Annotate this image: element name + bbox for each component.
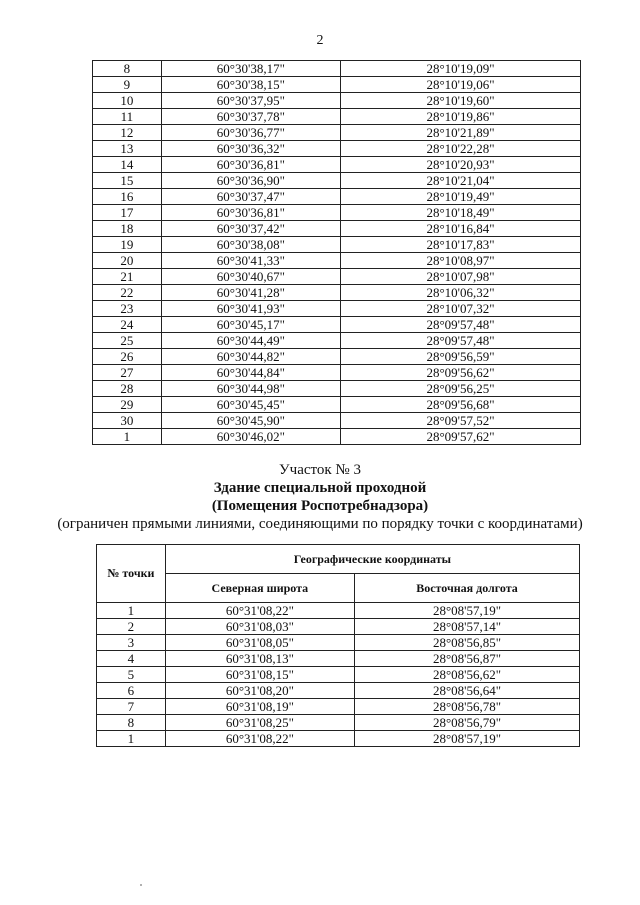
point-number-cell: 13 <box>93 141 162 157</box>
table-row <box>97 683 580 699</box>
longitude-cell: 28°10'17,83" <box>341 237 581 253</box>
latitude-cell: 60°31'08,22" <box>165 731 354 747</box>
longitude-cell: 28°08'57,19" <box>354 603 579 619</box>
longitude-cell: 28°10'07,98" <box>341 269 581 285</box>
point-number-cell: 16 <box>93 189 162 205</box>
latitude-cell: 60°31'08,13" <box>165 651 354 667</box>
point-number-cell: 6 <box>97 683 166 699</box>
latitude-cell: 60°30'46,02" <box>161 429 340 445</box>
point-number-cell: 14 <box>93 157 162 173</box>
longitude-cell: 28°09'57,62" <box>341 429 581 445</box>
longitude-cell: 28°08'56,87" <box>354 651 579 667</box>
longitude-cell: 28°10'21,89" <box>341 125 581 141</box>
plot-3-table-body <box>97 603 580 747</box>
latitude-cell: 60°30'37,42" <box>161 221 340 237</box>
latitude-cell: 60°31'08,05" <box>165 635 354 651</box>
table-row <box>93 413 581 429</box>
point-number-cell: 4 <box>97 651 166 667</box>
table-row <box>93 61 581 77</box>
latitude-cell: 60°31'08,15" <box>165 667 354 683</box>
latitude-cell: 60°30'45,90" <box>161 413 340 429</box>
latitude-cell: 60°30'38,15" <box>161 77 340 93</box>
boundary-note: (ограничен прямыми линиями, соединяющими по порядку точки с координатами) <box>57 516 583 532</box>
header-longitude: Восточная долгота <box>354 574 579 603</box>
longitude-cell: 28°09'56,62" <box>341 365 581 381</box>
longitude-cell: 28°08'56,79" <box>354 715 579 731</box>
latitude-cell: 60°30'38,17" <box>161 61 340 77</box>
point-number-cell: 15 <box>93 173 162 189</box>
point-number-cell: 29 <box>93 397 162 413</box>
table-row <box>97 731 580 747</box>
table-row <box>97 603 580 619</box>
latitude-cell: 60°31'08,20" <box>165 683 354 699</box>
point-number-cell: 30 <box>93 413 162 429</box>
latitude-cell: 60°30'41,33" <box>161 253 340 269</box>
point-number-cell: 3 <box>97 635 166 651</box>
longitude-cell: 28°10'08,97" <box>341 253 581 269</box>
latitude-cell: 60°30'37,47" <box>161 189 340 205</box>
point-number-cell: 22 <box>93 285 162 301</box>
latitude-cell: 60°31'08,22" <box>165 603 354 619</box>
longitude-cell: 28°10'19,86" <box>341 109 581 125</box>
table-row <box>93 253 581 269</box>
longitude-cell: 28°09'57,52" <box>341 413 581 429</box>
table-row <box>93 429 581 445</box>
office-title: (Помещения Роспотребнадзора) <box>211 498 429 514</box>
point-number-cell: 1 <box>93 429 162 445</box>
table-row <box>93 221 581 237</box>
longitude-cell: 28°10'19,09" <box>341 61 581 77</box>
point-number-cell: 27 <box>93 365 162 381</box>
point-number-cell: 9 <box>93 77 162 93</box>
table-row <box>93 157 581 173</box>
latitude-cell: 60°31'08,03" <box>165 619 354 635</box>
coordinates-table-continued <box>92 60 581 445</box>
latitude-cell: 60°30'41,93" <box>161 301 340 317</box>
latitude-cell: 60°30'36,81" <box>161 157 340 173</box>
latitude-cell: 60°30'36,77" <box>161 125 340 141</box>
longitude-cell: 28°09'56,59" <box>341 349 581 365</box>
point-number-cell: 20 <box>93 253 162 269</box>
longitude-cell: 28°10'07,32" <box>341 301 581 317</box>
longitude-cell: 28°09'56,25" <box>341 381 581 397</box>
plot-title: Участок № 3 <box>279 462 361 478</box>
header-latitude: Северная широта <box>165 574 354 603</box>
point-number-cell: 26 <box>93 349 162 365</box>
table-row <box>93 333 581 349</box>
table-row <box>93 397 581 413</box>
longitude-cell: 28°10'19,49" <box>341 189 581 205</box>
point-number-cell: 19 <box>93 237 162 253</box>
point-number-cell: 10 <box>93 93 162 109</box>
longitude-cell: 28°10'06,32" <box>341 285 581 301</box>
point-number-cell: 7 <box>97 699 166 715</box>
table-row <box>97 619 580 635</box>
longitude-cell: 28°08'57,14" <box>354 619 579 635</box>
point-number-cell: 24 <box>93 317 162 333</box>
longitude-cell: 28°10'22,28" <box>341 141 581 157</box>
point-number-cell: 5 <box>97 667 166 683</box>
latitude-cell: 60°30'44,84" <box>161 365 340 381</box>
point-number-cell: 1 <box>97 731 166 747</box>
point-number-cell: 1 <box>97 603 166 619</box>
latitude-cell: 60°30'36,90" <box>161 173 340 189</box>
latitude-cell: 60°30'36,32" <box>161 141 340 157</box>
header-geo-coordinates: Географические координаты <box>165 545 579 574</box>
table-row <box>93 205 581 221</box>
table-row <box>97 651 580 667</box>
table-row <box>93 93 581 109</box>
coordinates-table-body <box>93 61 581 445</box>
table-row <box>93 317 581 333</box>
table-row <box>97 667 580 683</box>
longitude-cell: 28°10'16,84" <box>341 221 581 237</box>
longitude-cell: 28°08'56,78" <box>354 699 579 715</box>
latitude-cell: 60°31'08,25" <box>165 715 354 731</box>
table-row <box>93 365 581 381</box>
table-row <box>93 349 581 365</box>
point-number-cell: 8 <box>97 715 166 731</box>
table-row <box>93 109 581 125</box>
table-row <box>93 125 581 141</box>
longitude-cell: 28°08'56,85" <box>354 635 579 651</box>
table-row <box>93 269 581 285</box>
table-row <box>93 189 581 205</box>
point-number-cell: 21 <box>93 269 162 285</box>
point-number-cell: 8 <box>93 61 162 77</box>
point-number-cell: 28 <box>93 381 162 397</box>
table-row <box>93 141 581 157</box>
page-number: 2 <box>316 33 324 48</box>
table-row <box>97 635 580 651</box>
longitude-cell: 28°10'20,93" <box>341 157 581 173</box>
table-row <box>93 285 581 301</box>
longitude-cell: 28°10'19,06" <box>341 77 581 93</box>
header-point-number: № точки <box>97 545 166 603</box>
table-row <box>97 715 580 731</box>
latitude-cell: 60°30'40,67" <box>161 269 340 285</box>
longitude-cell: 28°08'57,19" <box>354 731 579 747</box>
latitude-cell: 60°30'38,08" <box>161 237 340 253</box>
point-number-cell: 17 <box>93 205 162 221</box>
latitude-cell: 60°31'08,19" <box>165 699 354 715</box>
table-row <box>93 237 581 253</box>
table-row <box>93 77 581 93</box>
scan-speck <box>140 884 142 886</box>
point-number-cell: 25 <box>93 333 162 349</box>
latitude-cell: 60°30'36,81" <box>161 205 340 221</box>
latitude-cell: 60°30'41,28" <box>161 285 340 301</box>
latitude-cell: 60°30'44,82" <box>161 349 340 365</box>
latitude-cell: 60°30'45,45" <box>161 397 340 413</box>
longitude-cell: 28°10'21,04" <box>341 173 581 189</box>
latitude-cell: 60°30'44,49" <box>161 333 340 349</box>
longitude-cell: 28°09'56,68" <box>341 397 581 413</box>
latitude-cell: 60°30'44,98" <box>161 381 340 397</box>
longitude-cell: 28°09'57,48" <box>341 333 581 349</box>
table-row <box>93 301 581 317</box>
table-row <box>93 381 581 397</box>
building-title: Здание специальной проходной <box>213 480 427 496</box>
plot-3-coordinates-table <box>96 544 580 747</box>
latitude-cell: 60°30'37,78" <box>161 109 340 125</box>
point-number-cell: 18 <box>93 221 162 237</box>
longitude-cell: 28°10'19,60" <box>341 93 581 109</box>
point-number-cell: 2 <box>97 619 166 635</box>
latitude-cell: 60°30'45,17" <box>161 317 340 333</box>
table-row <box>93 173 581 189</box>
point-number-cell: 12 <box>93 125 162 141</box>
latitude-cell: 60°30'37,95" <box>161 93 340 109</box>
longitude-cell: 28°09'57,48" <box>341 317 581 333</box>
table-row <box>97 699 580 715</box>
longitude-cell: 28°10'18,49" <box>341 205 581 221</box>
longitude-cell: 28°08'56,62" <box>354 667 579 683</box>
point-number-cell: 11 <box>93 109 162 125</box>
longitude-cell: 28°08'56,64" <box>354 683 579 699</box>
point-number-cell: 23 <box>93 301 162 317</box>
